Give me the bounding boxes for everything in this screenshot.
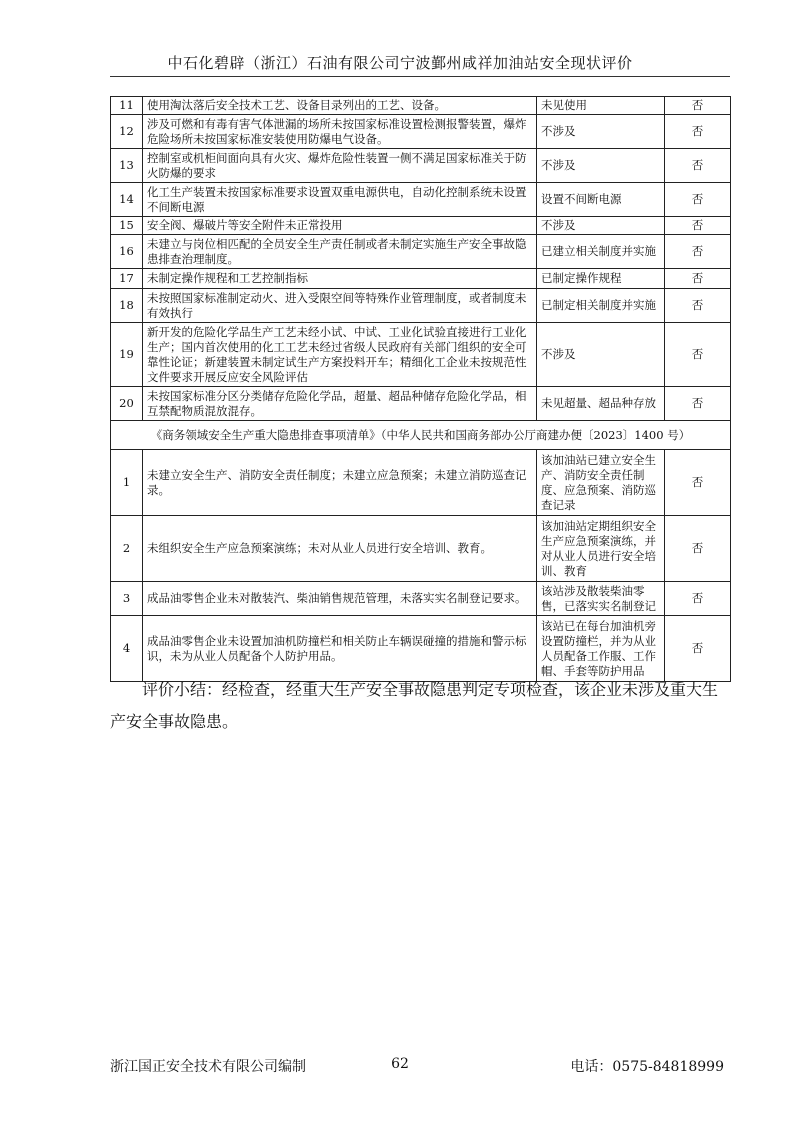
evaluation-summary: 评价小结：经检查，经重大生产安全事故隐患判定专项检查，该企业未涉及重大生产安全事故隐患。 bbox=[110, 680, 719, 731]
footer-phone: 电话：0575-84818999 bbox=[570, 1059, 724, 1075]
row-content: 安全阀、爆破片等安全附件未正常投用 bbox=[143, 217, 537, 235]
row-number: 19 bbox=[111, 323, 143, 387]
row-status: 已制定操作规程 bbox=[537, 269, 665, 289]
row-number: 13 bbox=[111, 149, 143, 183]
row-status: 未见使用 bbox=[537, 97, 665, 115]
row-status: 该站已在每台加油机旁设置防撞栏，并为从业人员配备工作服、工作帽、手套等防护用品 bbox=[537, 616, 665, 682]
row-status: 已制定相关制度并实施 bbox=[537, 289, 665, 323]
row-number: 4 bbox=[111, 616, 143, 682]
row-status: 该站涉及散装柴油零售，已落实实名制登记 bbox=[537, 582, 665, 616]
row-result: 否 bbox=[665, 149, 731, 183]
row-number: 11 bbox=[111, 97, 143, 115]
row-content: 未建立与岗位相匹配的全员安全生产责任制或者未制定实施生产安全事故隐患排查治理制度。 bbox=[143, 235, 537, 269]
row-status: 不涉及 bbox=[537, 217, 665, 235]
row-result: 否 bbox=[665, 582, 731, 616]
row-status: 不涉及 bbox=[537, 115, 665, 149]
row-result: 否 bbox=[665, 269, 731, 289]
row-content: 成品油零售企业未对散装汽、柴油销售规范管理，未落实实名制登记要求。 bbox=[143, 582, 537, 616]
table-row bbox=[111, 516, 731, 582]
row-number: 16 bbox=[111, 235, 143, 269]
row-status: 未见超量、超品种存放 bbox=[537, 387, 665, 421]
row-number: 2 bbox=[111, 516, 143, 582]
row-status: 该加油站定期组织安全生产应急预案演练，并对从业人员进行安全培训、教育 bbox=[537, 516, 665, 582]
row-result: 否 bbox=[665, 616, 731, 682]
row-content: 未按照国家标准制定动火、进入受限空间等特殊作业管理制度，或者制度未有效执行 bbox=[143, 289, 537, 323]
row-result: 否 bbox=[665, 516, 731, 582]
hazard-checklist-table bbox=[110, 96, 731, 682]
row-number: 14 bbox=[111, 183, 143, 217]
table-row bbox=[111, 289, 731, 323]
table-row bbox=[111, 217, 731, 235]
row-status: 不涉及 bbox=[537, 323, 665, 387]
row-number: 1 bbox=[111, 450, 143, 516]
row-number: 18 bbox=[111, 289, 143, 323]
row-content: 未制定操作规程和工艺控制指标 bbox=[143, 269, 537, 289]
row-result: 否 bbox=[665, 115, 731, 149]
row-content: 控制室或机柜间面向具有火灾、爆炸危险性装置一侧不满足国家标准关于防火防爆的要求 bbox=[143, 149, 537, 183]
row-content: 未按国家标准分区分类储存危险化学品，超量、超品种储存危险化学品，相互禁配物质混放混存。 bbox=[143, 387, 537, 421]
row-content: 涉及可燃和有毒有害气体泄漏的场所未按国家标准设置检测报警装置，爆炸危险场所未按国家标准安装使用防爆电气设备。 bbox=[143, 115, 537, 149]
table-row bbox=[111, 616, 731, 682]
row-content: 成品油零售企业未设置加油机防撞栏和相关防止车辆误碰撞的措施和警示标识，未为从业人员配备个人防护用品。 bbox=[143, 616, 537, 682]
row-result: 否 bbox=[665, 183, 731, 217]
page-header-title: 中石化碧辟（浙江）石油有限公司宁波鄞州咸祥加油站安全现状评价 bbox=[167, 54, 633, 72]
table-row bbox=[111, 235, 731, 269]
section-title: 《商务领域安全生产重大隐患排查事项清单》（中华人民共和国商务部办公厅商建办便〔2023〕1400 号） bbox=[111, 421, 731, 450]
row-content: 新开发的危险化学品生产工艺未经小试、中试、工业化试验直接进行工业化生产；国内首次使用的化工工艺未经过省级人民政府有关部门组织的安全可靠性论证；新建装置未制定试生产方案投料开车；精细化工企业未按规范性文件要求开展反应安全风险评估 bbox=[143, 323, 537, 387]
row-content: 未组织安全生产应急预案演练；未对从业人员进行安全培训、教育。 bbox=[143, 516, 537, 582]
table-row bbox=[111, 387, 731, 421]
row-number: 3 bbox=[111, 582, 143, 616]
row-number: 20 bbox=[111, 387, 143, 421]
row-result: 否 bbox=[665, 387, 731, 421]
header-rule bbox=[110, 76, 730, 77]
table-row bbox=[111, 149, 731, 183]
row-result: 否 bbox=[665, 323, 731, 387]
row-status: 不涉及 bbox=[537, 149, 665, 183]
row-status: 已建立相关制度并实施 bbox=[537, 235, 665, 269]
row-result: 否 bbox=[665, 450, 731, 516]
table-row bbox=[111, 269, 731, 289]
row-result: 否 bbox=[665, 217, 731, 235]
table-row bbox=[111, 450, 731, 516]
row-result: 否 bbox=[665, 289, 731, 323]
footer-company: 浙江国正安全技术有限公司编制 bbox=[110, 1059, 306, 1075]
row-content: 使用淘汰落后安全技术工艺、设备目录列出的工艺、设备。 bbox=[143, 97, 537, 115]
table-row bbox=[111, 183, 731, 217]
table-row bbox=[111, 115, 731, 149]
row-number: 17 bbox=[111, 269, 143, 289]
section-row bbox=[111, 421, 731, 450]
footer-page-number: 62 bbox=[391, 1056, 409, 1072]
row-number: 15 bbox=[111, 217, 143, 235]
table-row bbox=[111, 97, 731, 115]
row-number: 12 bbox=[111, 115, 143, 149]
row-content: 未建立安全生产、消防安全责任制度；未建立应急预案；未建立消防巡查记录。 bbox=[143, 450, 537, 516]
row-status: 该加油站已建立安全生产、消防安全责任制度、应急预案、消防巡查记录 bbox=[537, 450, 665, 516]
table-row bbox=[111, 582, 731, 616]
row-status: 设置不间断电源 bbox=[537, 183, 665, 217]
row-content: 化工生产装置未按国家标准要求设置双重电源供电，自动化控制系统未设置不间断电源 bbox=[143, 183, 537, 217]
row-result: 否 bbox=[665, 235, 731, 269]
table-row bbox=[111, 323, 731, 387]
row-result: 否 bbox=[665, 97, 731, 115]
